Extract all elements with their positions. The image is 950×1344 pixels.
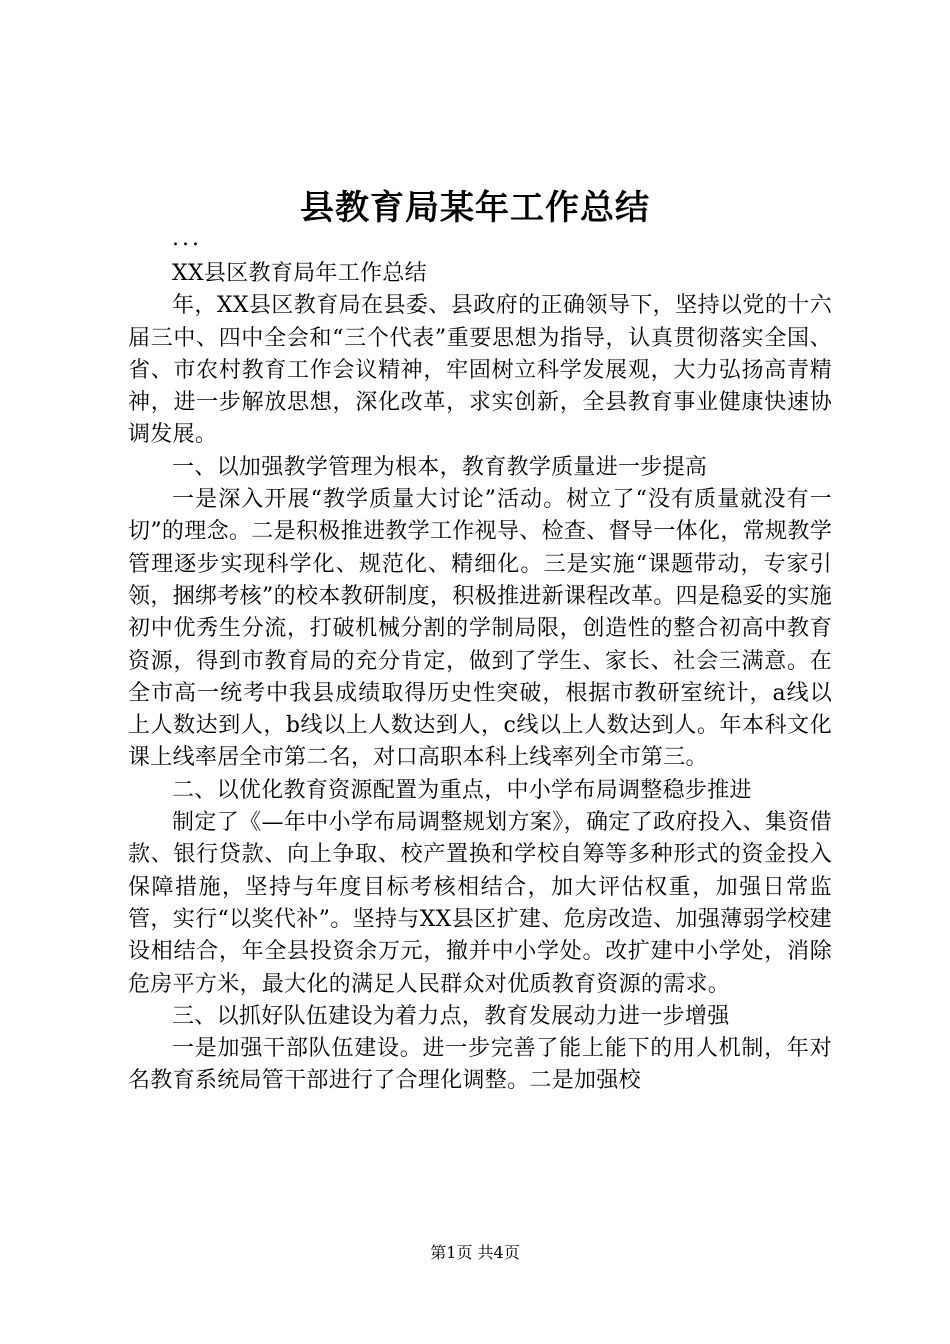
intro-paragraph: 年，XX县区教育局在县委、县政府的正确领导下，坚持以党的十六届三中、四中全会和“三个代表”重要思想为指导，认真贯彻落实全国、省、市农村教育工作会议精神，牢固树立科学发展观，大力弘扬高青精神，进一步解放思想，深化改革，求实创新，全县教育事业健康快速协调发展。 — [128, 293, 832, 448]
document-body — [128, 228, 832, 1098]
subtitle-paragraph: XX县区教育局年工作总结 — [172, 261, 427, 286]
section-heading-2: 二、以优化教育资源配置为重点，中小学布局调整稳步推进 — [172, 777, 752, 803]
section-3-paragraph: 一是加强干部队伍建设。进一步完善了能上能下的用人机制，年对名教育系统局管干部进行了合理化调整。二是加强校 — [128, 1036, 832, 1094]
page-footer: 第1页 共4页 — [430, 1243, 520, 1262]
document-title: 县教育局某年工作总结 — [300, 188, 650, 228]
section-heading-1: 一、以加强教学管理为根本，教育教学质量进一步提高 — [172, 454, 708, 480]
section-1-paragraph: 一是深入开展“教学质量大讨论”活动。树立了“没有质量就没有一切”的理念。二是积极推进教学工作视导、检查、督导一体化，常规教学管理逐步实现科学化、规范化、精细化。三是实施“课题带动，专家引领，捆绑考核”的校本教研制度，积极推进新课程改革。四是稳妥的实施初中优秀生分流，打破机械分割的学制局限，创造性的整合初高中教育资源，得到市教育局的充分肯定，做到了学生、家长、社会三满意。在全市高一统考中我县成绩取得历史性突破，根据市教研室统计，a线以上人数达到人，b线以上人数达到人，c线以上人数达到人。年本科文化课上线率居全市第二名，对口高职本科上线率列全市第三。 — [128, 487, 832, 771]
section-heading-3: 三、以抓好队伍建设为着力点，教育发展动力进一步增强 — [172, 1003, 730, 1029]
section-2-paragraph: 制定了《—年中小学布局调整规划方案》，确定了政府投入、集资借款、银行贷款、向上争取、校产置换和学校自筹等多种形式的资金投入保障措施，坚持与年度目标考核相结合，加大评估权重，加强日常监管，实行“以奖代补”。坚持与XX县区扩建、危房改造、加强薄弱学校建设相结合，年全县投资余万元，撤并中小学处。改扩建中小学处，消除危房平方米，最大化的满足人民群众对优质教育资源的需求。 — [128, 810, 832, 997]
ellipsis-line: ... — [172, 226, 202, 251]
